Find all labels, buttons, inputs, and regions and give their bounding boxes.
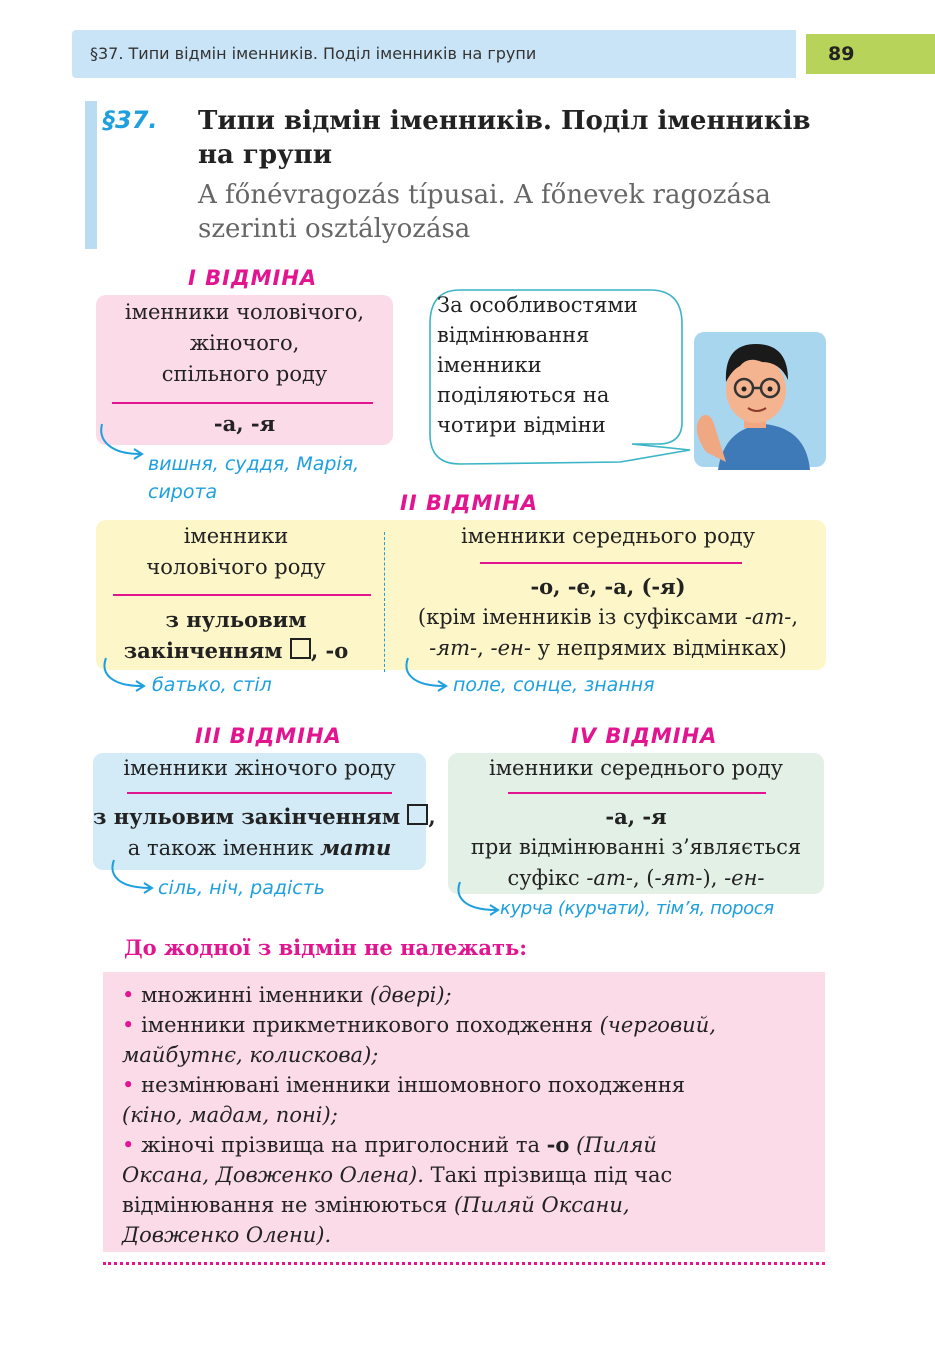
bubble-line: іменники (437, 353, 542, 377)
curved-arrow-icon (452, 878, 502, 918)
note-list (122, 980, 812, 1250)
dotted-divider (103, 1262, 825, 1265)
divider (113, 594, 371, 596)
declension3-line1: іменники жіночого роду (123, 756, 396, 780)
running-title: §37. Типи відмін іменників. Поділ іменників на групи (90, 44, 537, 63)
bullet-icon: • (122, 1013, 135, 1037)
declension4-line1: іменники середнього роду (488, 756, 784, 780)
declension2-left-line: іменники (183, 524, 289, 548)
end-text: закінченням (123, 638, 283, 663)
curved-arrow-icon (98, 654, 148, 694)
curved-arrow-icon (400, 654, 450, 694)
declension1-line: жіночого, (189, 331, 300, 355)
declension2-right-endings: -о, -е, -а, (-я) (530, 574, 686, 599)
note-text: у непрямих відмінках) (530, 636, 787, 660)
item-example: (Пиляй Оксани, (453, 1193, 630, 1217)
declension2-left (98, 521, 374, 583)
bullet-icon: • (122, 1133, 135, 1157)
declension2-left-end-line: з нульовим (165, 607, 307, 632)
declension3-example: сіль, ніч, радість (158, 877, 325, 899)
item-text: множинні іменники (141, 983, 371, 1007)
divider (480, 562, 742, 564)
note-title: До жодної з відмін не належать: (124, 935, 528, 960)
section-title-ua (198, 104, 838, 172)
boy-character-icon (684, 332, 828, 470)
text: суфікс (507, 866, 587, 890)
declension1-endings: -а, -я (213, 411, 276, 436)
item-text: іменники прикметникового походження (141, 1013, 600, 1037)
note-item-3 (122, 1070, 812, 1100)
declension3-box (93, 753, 436, 870)
declension4-line4 (448, 863, 824, 894)
item-example: Оксана, Довженко Олена). (122, 1163, 424, 1187)
curved-arrow-icon (106, 856, 156, 896)
declension2-right (390, 521, 826, 552)
note-item-2 (122, 1010, 812, 1040)
suffix: -ат- (586, 866, 633, 890)
item-text: незмінювані іменники іншомовного походження (141, 1073, 685, 1097)
note-item-3-cont (122, 1100, 812, 1130)
declension2-left-line: чоловічого роду (146, 555, 326, 579)
section-title-hu (198, 178, 838, 246)
bubble-line: відмінювання (437, 323, 590, 347)
example-line: сирота (148, 481, 218, 503)
declension4-line3: при відмінюванні з’являється (470, 835, 802, 859)
note-item-4-cont2 (122, 1190, 812, 1220)
title-ua-line1: Типи відмін іменників. Поділ іменників (198, 106, 811, 136)
suffix: -ят- (654, 866, 703, 890)
text: , ( (632, 866, 655, 890)
suffix: -ен- (490, 636, 531, 660)
item-text: відмінювання не змінюються (122, 1193, 454, 1217)
note-text: , (791, 605, 799, 629)
declension4-label: IV ВІДМІНА (571, 724, 718, 748)
title-hu-line2: szerinti osztályozása (198, 214, 471, 244)
note-item-4-cont (122, 1160, 812, 1190)
declension4-box (448, 753, 824, 894)
divider (112, 402, 373, 404)
zero-ending-box-icon (290, 638, 311, 659)
declension1-example (148, 450, 359, 506)
suffix: -ат- (744, 605, 792, 629)
item-bold: -о (546, 1132, 570, 1157)
text: ), (702, 866, 725, 890)
suffix: -ят- (429, 636, 478, 660)
note-item-2-cont (122, 1040, 812, 1070)
declension2-label: II ВІДМІНА (400, 491, 538, 515)
item-example: Довженко Олени). (122, 1223, 332, 1247)
page-number: 89 (806, 34, 935, 74)
bullet-icon: • (122, 1073, 135, 1097)
declension2-right-line: іменники середнього роду (460, 524, 756, 548)
bullet-icon: • (122, 983, 135, 1007)
title-ua-line2: на групи (198, 140, 332, 170)
item-example: (черговий, (599, 1013, 716, 1037)
item-example: (двері); (370, 983, 452, 1007)
title-hu-line1: A főnévragozás típusai. A főnevek ragozása (198, 180, 771, 210)
bubble-line: чотири відміни (437, 413, 606, 437)
declension2-left-example: батько, стіл (152, 674, 272, 696)
item-example: (Пиляй (569, 1133, 657, 1157)
bubble-line: За особливостями (437, 293, 638, 317)
declension1-line: іменники чоловічого, (124, 300, 365, 324)
end-suffix: , (428, 804, 436, 829)
example-line: вишня, суддя, Марія, (148, 453, 360, 475)
curved-arrow-icon (96, 420, 146, 460)
declension4-example: курча (курчати), тім’я, порося (500, 898, 774, 919)
end-text: а також іменник (127, 836, 321, 860)
declension3-end1 (93, 801, 436, 832)
note-item-4 (122, 1130, 812, 1160)
item-text: Такі прізвища під час (423, 1163, 673, 1187)
divider (127, 792, 392, 794)
end-suffix: , -о (310, 638, 349, 663)
title-accent-bar (85, 101, 97, 249)
zero-ending-box-icon (407, 804, 428, 825)
bubble-line: поділяються на (437, 383, 610, 407)
column-divider (384, 532, 385, 672)
declension1-label: I ВІДМІНА (188, 266, 318, 290)
declension2-right-example: поле, сонце, знання (453, 674, 655, 696)
note-text: , (477, 636, 491, 660)
declension2-right-endings-block (390, 571, 826, 664)
declension2-right-note1 (390, 602, 826, 633)
declension2-right-note2 (390, 633, 826, 664)
speech-bubble-text (437, 290, 638, 440)
note-item-1 (122, 980, 812, 1010)
section-number: §37. (103, 106, 158, 134)
item-example: майбутнє, колискова); (122, 1043, 379, 1067)
declension4-endings: -а, -я (605, 804, 667, 829)
declension1-line: спільного роду (161, 362, 328, 386)
note-item-4-cont3 (122, 1220, 812, 1250)
keyword: мати (320, 835, 392, 860)
declension3-label: III ВІДМІНА (195, 724, 342, 748)
item-example: (кіно, мадам, поні); (122, 1103, 338, 1127)
suffix: -ен- (724, 866, 765, 890)
note-text: (крім іменників із суфіксами (417, 605, 745, 629)
end-text: з нульовим закінченням (93, 804, 401, 829)
item-text: жіночі прізвища на приголосний та (141, 1133, 547, 1157)
divider (508, 792, 766, 794)
